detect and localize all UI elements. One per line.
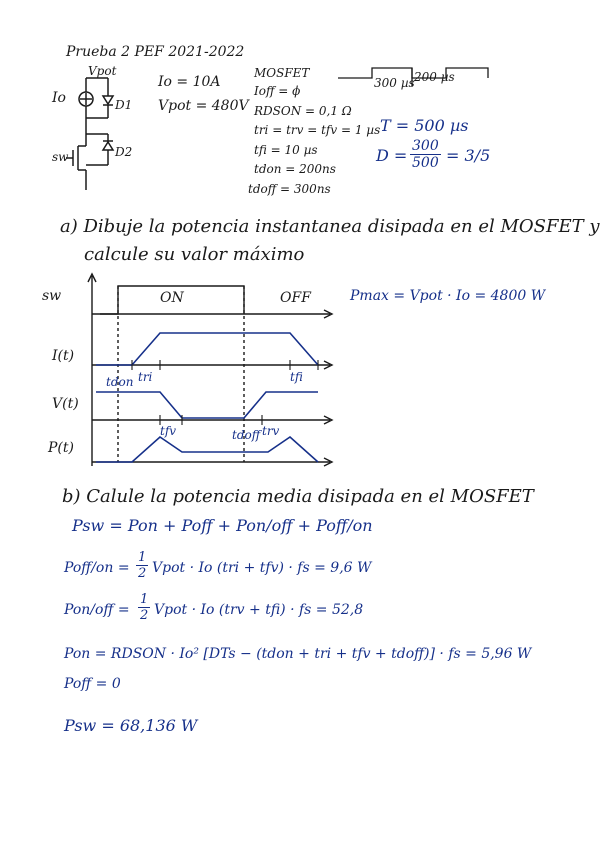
psw-total: Psw = 68,136 W bbox=[64, 716, 198, 735]
ioff-value: Ioff = ϕ bbox=[254, 84, 301, 98]
trv-marker: trv bbox=[262, 424, 280, 438]
tdoff-marker: tdoff bbox=[232, 428, 261, 442]
poff-equation: Poff = 0 bbox=[64, 676, 121, 692]
diode-d1-icon bbox=[103, 96, 113, 104]
sw-label: sw bbox=[52, 150, 69, 164]
tri-marker: tri bbox=[138, 370, 153, 384]
pon-off-lhs: Pon/off = bbox=[64, 602, 130, 618]
duty-fraction bbox=[410, 138, 441, 171]
pmax-result: Pmax = Vpot · Io = 4800 W bbox=[350, 288, 546, 304]
voltage-axis-label: V(t) bbox=[52, 396, 79, 412]
power-axis-label: P(t) bbox=[48, 440, 74, 456]
duty-numerator: 300 bbox=[412, 138, 439, 154]
tfv-marker: tfv bbox=[160, 424, 177, 438]
part-a-question-line2: calcule su valor máximo bbox=[84, 244, 305, 265]
io-label: Io bbox=[52, 90, 66, 106]
period-result: T = 500 µs bbox=[380, 116, 469, 135]
page-title: Prueba 2 PEF 2021-2022 bbox=[66, 44, 245, 60]
psw-equation: Psw = Pon + Poff + Pon/off + Poff/on bbox=[72, 516, 373, 535]
voltage-waveform bbox=[96, 392, 318, 418]
current-waveform bbox=[96, 333, 318, 365]
vpot-label: Vpot bbox=[88, 64, 117, 78]
d1-label: D1 bbox=[115, 98, 133, 112]
mosfet-label: MOSFET bbox=[254, 66, 310, 80]
duty-denominator: 500 bbox=[412, 155, 439, 171]
pon-off-rhs: Vpot · Io (trv + tfi) · fs = 52,8 bbox=[154, 602, 364, 618]
half-denominator-2: 2 bbox=[140, 608, 149, 623]
tfi-value: tfi = 10 µs bbox=[254, 143, 318, 157]
sw-axis-label: sw bbox=[42, 288, 62, 304]
current-axis-label: I(t) bbox=[52, 348, 75, 364]
off-time-label: 200 µs bbox=[414, 70, 455, 84]
pon-equation: Pon = RDSON · Io² [DTs − (tdon + tri + tfv + tdoff)] · fs = 5,96 W bbox=[64, 646, 532, 662]
tfi-marker: tfi bbox=[290, 370, 303, 384]
tdon-marker: tdon bbox=[106, 375, 134, 389]
off-state-label: OFF bbox=[280, 290, 311, 306]
duty-result: = 3/5 bbox=[446, 146, 491, 165]
power-waveform bbox=[96, 437, 318, 462]
half-numerator-2: 1 bbox=[140, 592, 149, 607]
io-value: Io = 10A bbox=[158, 74, 221, 90]
on-time-label: 300 µs bbox=[374, 76, 415, 90]
poff-on-rhs: Vpot · Io (tri + tfv) · fs = 9,6 W bbox=[152, 560, 372, 576]
half-fraction-2 bbox=[138, 592, 150, 623]
vpot-value: Vpot = 480V bbox=[158, 98, 249, 114]
half-fraction-1 bbox=[136, 550, 148, 581]
part-b-question: b) Calule la potencia media disipada en el MOSFET bbox=[62, 486, 534, 507]
d2-label: D2 bbox=[115, 145, 133, 159]
rise-fall-times: tri = trv = tfv = 1 µs bbox=[254, 123, 381, 137]
rdson-value: RDSON = 0,1 Ω bbox=[254, 104, 352, 118]
on-state-label: ON bbox=[160, 290, 184, 306]
diode-d2-icon bbox=[103, 142, 113, 150]
half-denominator-1: 2 bbox=[138, 566, 147, 581]
half-numerator-1: 1 bbox=[138, 550, 147, 565]
part-a-question-line1: a) Dibuje la potencia instantanea disipada en el MOSFET y bbox=[60, 216, 600, 237]
tdoff-value: tdoff = 300ns bbox=[248, 182, 331, 196]
duty-prefix: D = bbox=[376, 146, 408, 165]
poff-on-lhs: Poff/on = bbox=[64, 560, 130, 576]
circuit-diagram bbox=[66, 78, 113, 190]
tdon-value: tdon = 200ns bbox=[254, 162, 336, 176]
